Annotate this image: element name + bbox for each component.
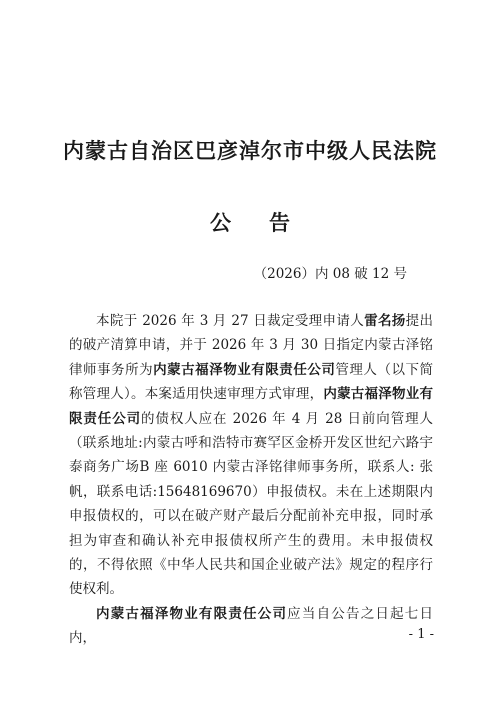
notice-body xyxy=(69,309,433,651)
paragraph-1 xyxy=(69,309,433,602)
case-number: （2026）内 08 破 12 号 xyxy=(253,266,407,282)
text-segment: 的债权人应在 2026 年 4 月 28 日前向管理人（联系地址:内蒙古呼和浩特市赛罕区金桥开发区世纪六路宇泰商务广场B 座 6010 内蒙古泽铭律师事务所，联系人: 张帆，联系电话:15648169670）申报债权。未在上述期限内申报债权的，可以在破产财产最后分配前补充申报，同时承担为审查和确认补充申报债权所产生的费用。未申报债权的，不得依照《中华人民共和国企业破产法》规定的程序行使权利。 xyxy=(69,410,434,598)
paragraph-2 xyxy=(69,602,433,651)
text-segment: 提出的破产清算申请，并于 2026 年 3 月 30 日指定内蒙古泽铭律师事务所为 xyxy=(69,313,434,378)
notice-title: 公告 xyxy=(210,211,328,235)
debtor-company-name: 内蒙古福泽物业有限责任公司 xyxy=(69,386,434,427)
text-segment: 管理人（以下简称管理人）。本案适用快速审理方式审理， xyxy=(69,361,434,403)
text-segment: 应当自公告之日起七日内， xyxy=(69,605,434,647)
applicant-name: 雷名扬 xyxy=(364,313,406,329)
court-name: 内蒙古自治区巴彦淖尔市中级人民法院 xyxy=(63,139,437,163)
debtor-company-name: 内蒙古福泽物业有限责任公司 xyxy=(153,361,336,378)
debtor-company-name: 内蒙古福泽物业有限责任公司 xyxy=(96,605,288,622)
text-segment: 本院于 2026 年 3 月 27 日裁定受理申请人 xyxy=(96,313,365,329)
page-number: - 1 - xyxy=(408,627,434,642)
